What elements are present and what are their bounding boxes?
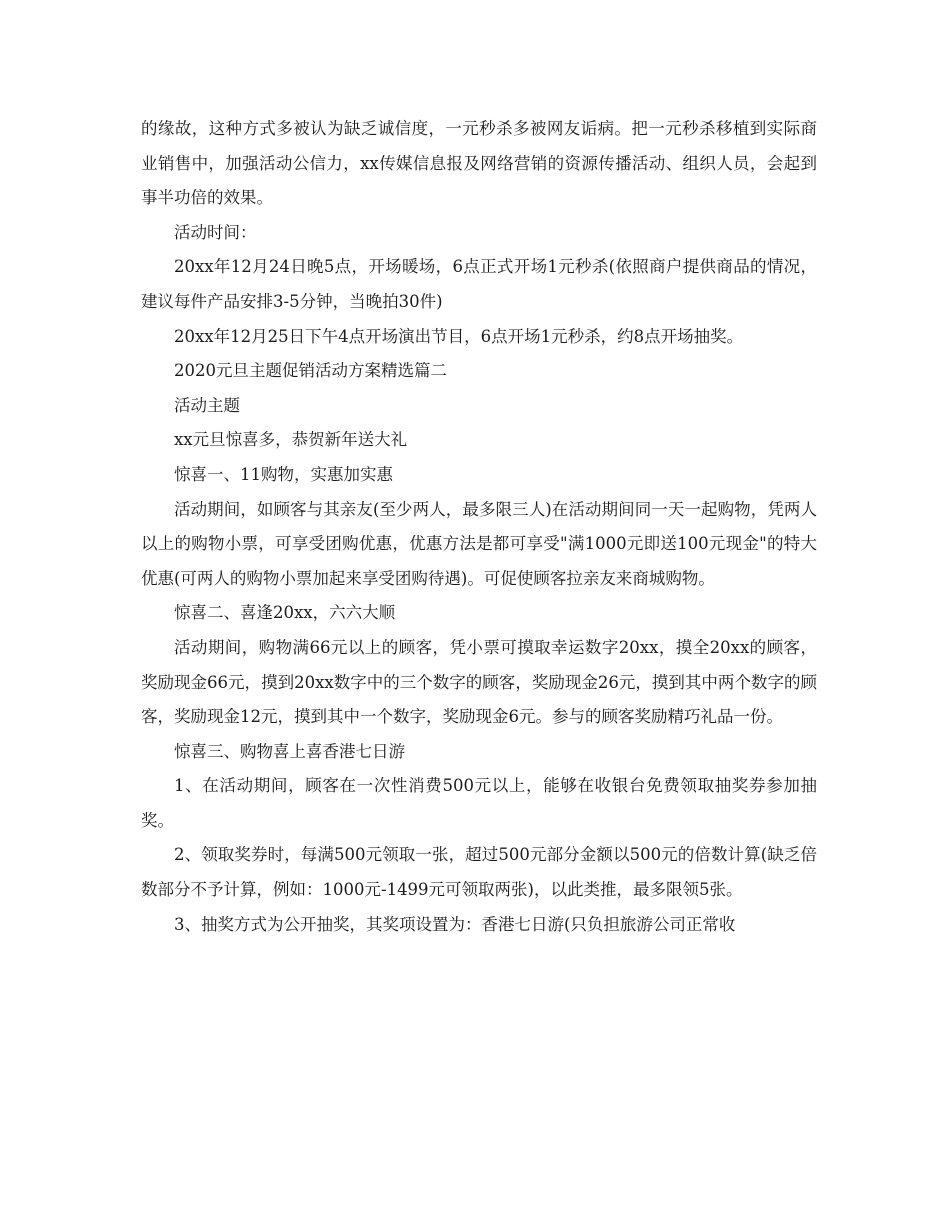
paragraph-surprise-3-heading: 惊喜三、购物喜上喜香港七日游 (174, 741, 405, 761)
paragraph-surprise-2-heading: 惊喜二、喜逢20xx，六六大顺 (174, 603, 396, 623)
paragraph-dec-24: 20xx年12月24日晚5点，开场暖场，6点正式开场1元秒杀(依照商户提供商品的情况，建议每件产品安排3-5分钟，当晚拍30件) (141, 257, 817, 311)
paragraph-rule-2: 2、领取奖券时，每满500元领取一张，超过500元部分金额以500元的倍数计算(缺乏倍数部分不予计算，例如：1000元-1499元可领取两张)，以此类推，最多限领5张。 (141, 845, 817, 900)
paragraph-activity-time-heading: 活动时间： (174, 222, 257, 242)
section-title: 2020元旦主题促销活动方案精选篇二 (174, 361, 447, 381)
paragraph-surprise-1-body: 活动期间，如顾客与其亲友(至少两人，最多限三人)在活动期间同一天一起购物，凭两人以上的购物小票，可享受团购优惠，优惠方法是都可享受"满1000元即送100元现金"的特大优惠(可两人的购物小票加起来享受团购待遇)。可促使顾客拉亲友来商城购物。 (141, 499, 817, 588)
paragraph-intro: 的缘故，这种方式多被认为缺乏诚信度，一元秒杀多被网友诟病。把一元秒杀移植到实际商业销售中，加强活动公信力，xx传媒信息报及网络营销的资源传播活动、组织人员，会起到事半功倍的效果。 (141, 119, 817, 208)
paragraph-theme: xx元旦惊喜多，恭贺新年送大礼 (174, 430, 408, 450)
paragraph-rule-3: 3、抽奖方式为公开抽奖，其奖项设置为：香港七日游(只负担旅游公司正常收 (174, 914, 736, 934)
paragraph-surprise-1-heading: 惊喜一、11购物，实惠加实惠 (174, 464, 393, 484)
document-page (141, 112, 817, 942)
paragraph-rule-1: 1、在活动期间，顾客在一次性消费500元以上，能够在收银台免费领取抽奖券参加抽奖。 (141, 776, 817, 830)
paragraph-dec-25: 20xx年12月25日下午4点开场演出节目，6点开场1元秒杀，约8点开场抽奖。 (174, 326, 744, 346)
paragraph-theme-heading: 活动主题 (174, 395, 240, 415)
paragraph-surprise-2-body: 活动期间，购物满66元以上的顾客，凭小票可摸取幸运数字20xx，摸全20xx的顾客，奖励现金66元，摸到20xx数字中的三个数字的顾客，奖励现金26元，摸到其中两个数字的顾客，奖励现金12元，摸到其中一个数字，奖励现金6元。参与的顾客奖励精巧礼品一份。 (141, 637, 817, 727)
